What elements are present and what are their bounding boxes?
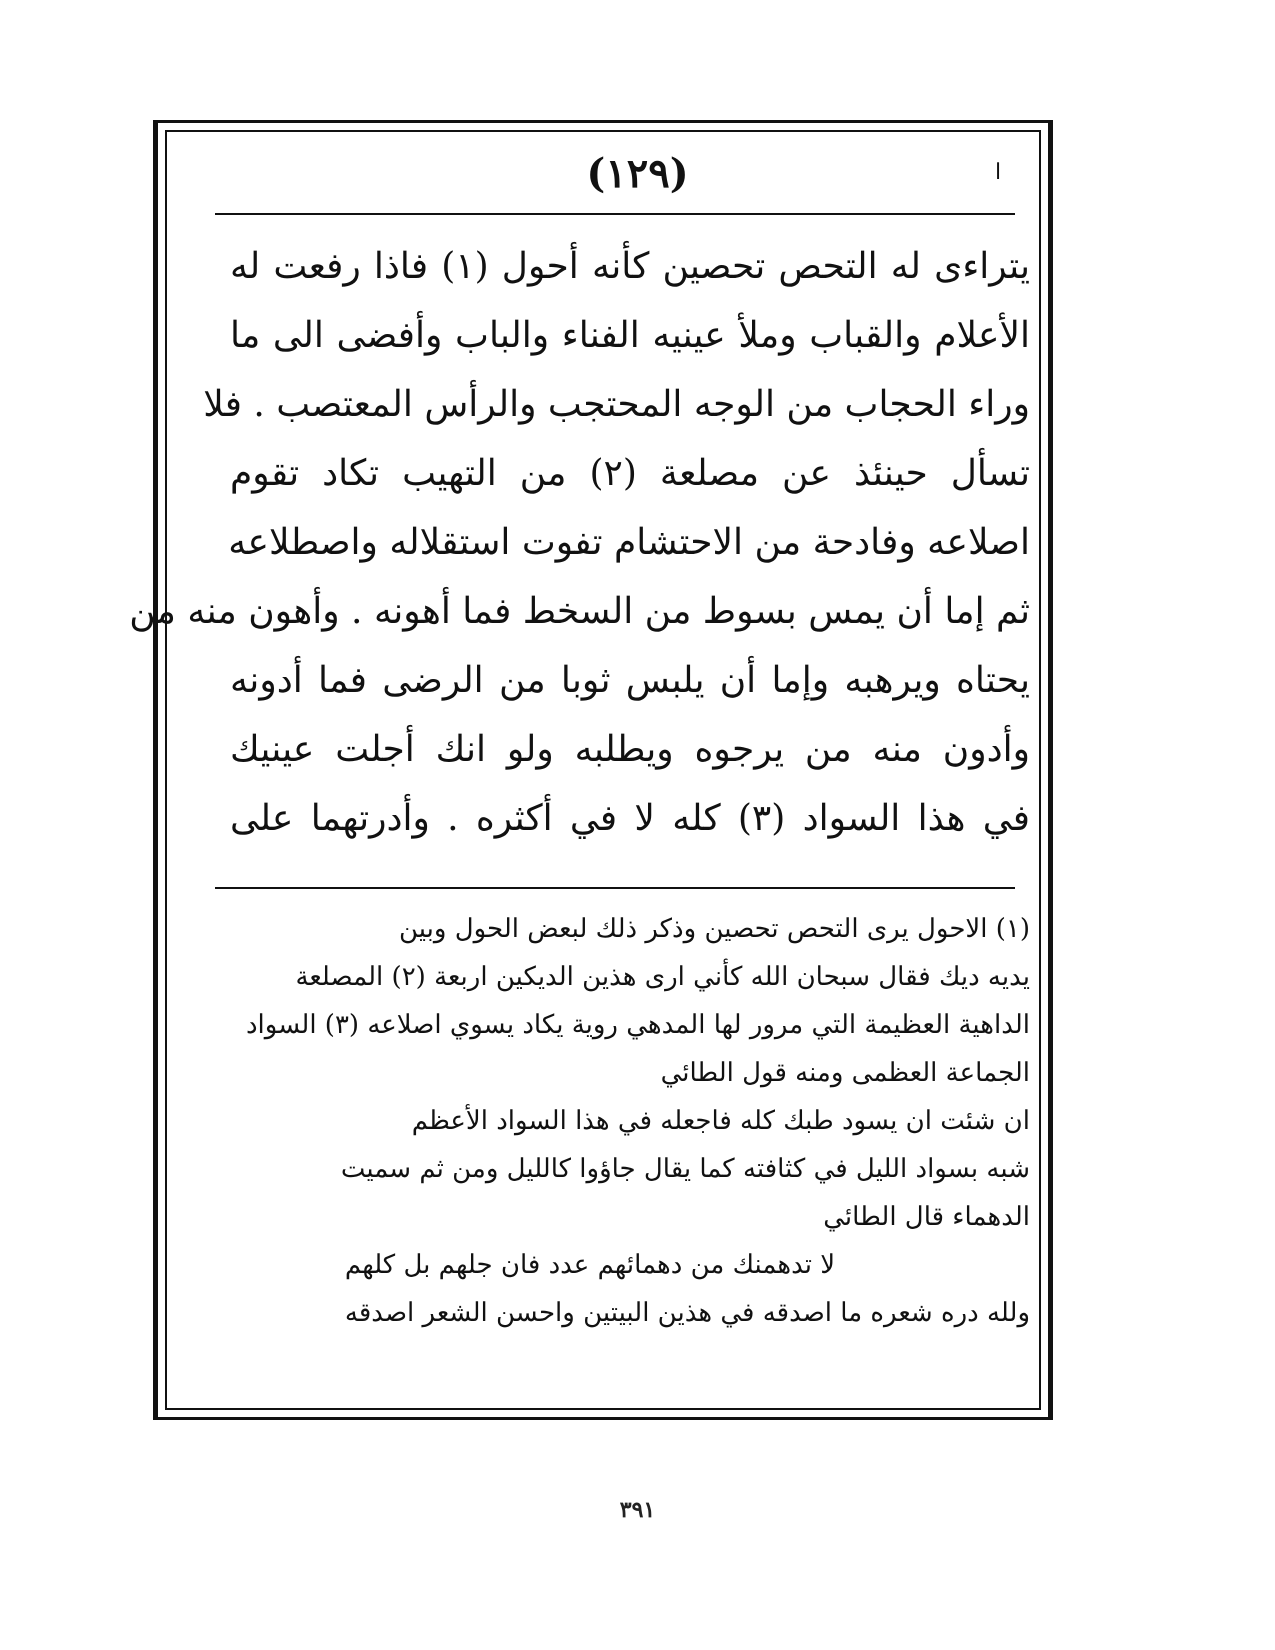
main-text-line: في هذا السواد (٣) كله لا في أكثره . وأدرتهما على xyxy=(230,798,1030,839)
main-text-line: اصلاعه وفادحة من الاحتشام تفوت استقلاله واصطلاعه xyxy=(228,522,1030,563)
main-text-line: وراء الحجاب من الوجه المحتجب والرأس المعتصب . فلا xyxy=(203,384,1030,425)
main-text-line: يتراءى له التحص تحصين كأنه أحول (١) فاذا رفعت له xyxy=(230,246,1030,287)
main-text-line: يحتاه ويرهبه وإما أن يلبس ثوبا من الرضى فما أدونه xyxy=(230,660,1030,701)
main-text-line: ثم إما أن يمس بسوط من السخط فما أهونه . وأهون منه من xyxy=(129,591,1030,632)
footnote-line: الدهماء قال الطائي xyxy=(823,1202,1030,1232)
main-text-line: الأعلام والقباب وملأ عينيه الفناء والباب وأفضى الى ما xyxy=(230,315,1030,356)
footnote-line: ولله دره شعره ما اصدقه في هذين البيتين واحسن الشعر اصدقه xyxy=(344,1298,1030,1328)
footnote-verse-line: ان شئت ان يسود طبك كله فاجعله في هذا السواد الأعظم xyxy=(411,1106,1030,1136)
footnotes-block xyxy=(230,905,1030,1337)
footnote-separator xyxy=(215,887,1015,889)
footnote-line: الداهية العظيمة التي مرور لها المدهي روية يكاد يسوي اصلاعه (٣) السواد xyxy=(245,1010,1030,1040)
main-text-line: تسأل حينئذ عن مصلعة (٢) من التهيب تكاد تقوم xyxy=(230,453,1030,494)
page-number: (١٢٩) xyxy=(586,150,689,197)
footnote-line: شبه بسواد الليل في كثافته كما يقال جاؤوا كالليل ومن ثم سميت xyxy=(340,1154,1030,1184)
header-rule xyxy=(215,213,1015,215)
main-text-block xyxy=(129,232,1030,853)
footnote-verse-line: لا تدهمنك من دهمائهم عدد فان جلهم بل كلهم xyxy=(344,1250,836,1280)
corner-mark: ا xyxy=(995,160,1002,185)
footnote-line: (١) الاحول يرى التحص تحصين وذكر ذلك لبعض الحول وبين xyxy=(399,914,1030,944)
footnote-line: الجماعة العظمى ومنه قول الطائي xyxy=(660,1058,1030,1088)
footnote-line: يديه ديك فقال سبحان الله كأني ارى هذين الديكين اربعة (٢) المصلعة xyxy=(295,962,1030,992)
footer-mark: ٣٩١ xyxy=(619,1497,656,1523)
main-text-line: وأدون منه من يرجوه ويطلبه ولو انك أجلت عينيك xyxy=(230,729,1030,770)
